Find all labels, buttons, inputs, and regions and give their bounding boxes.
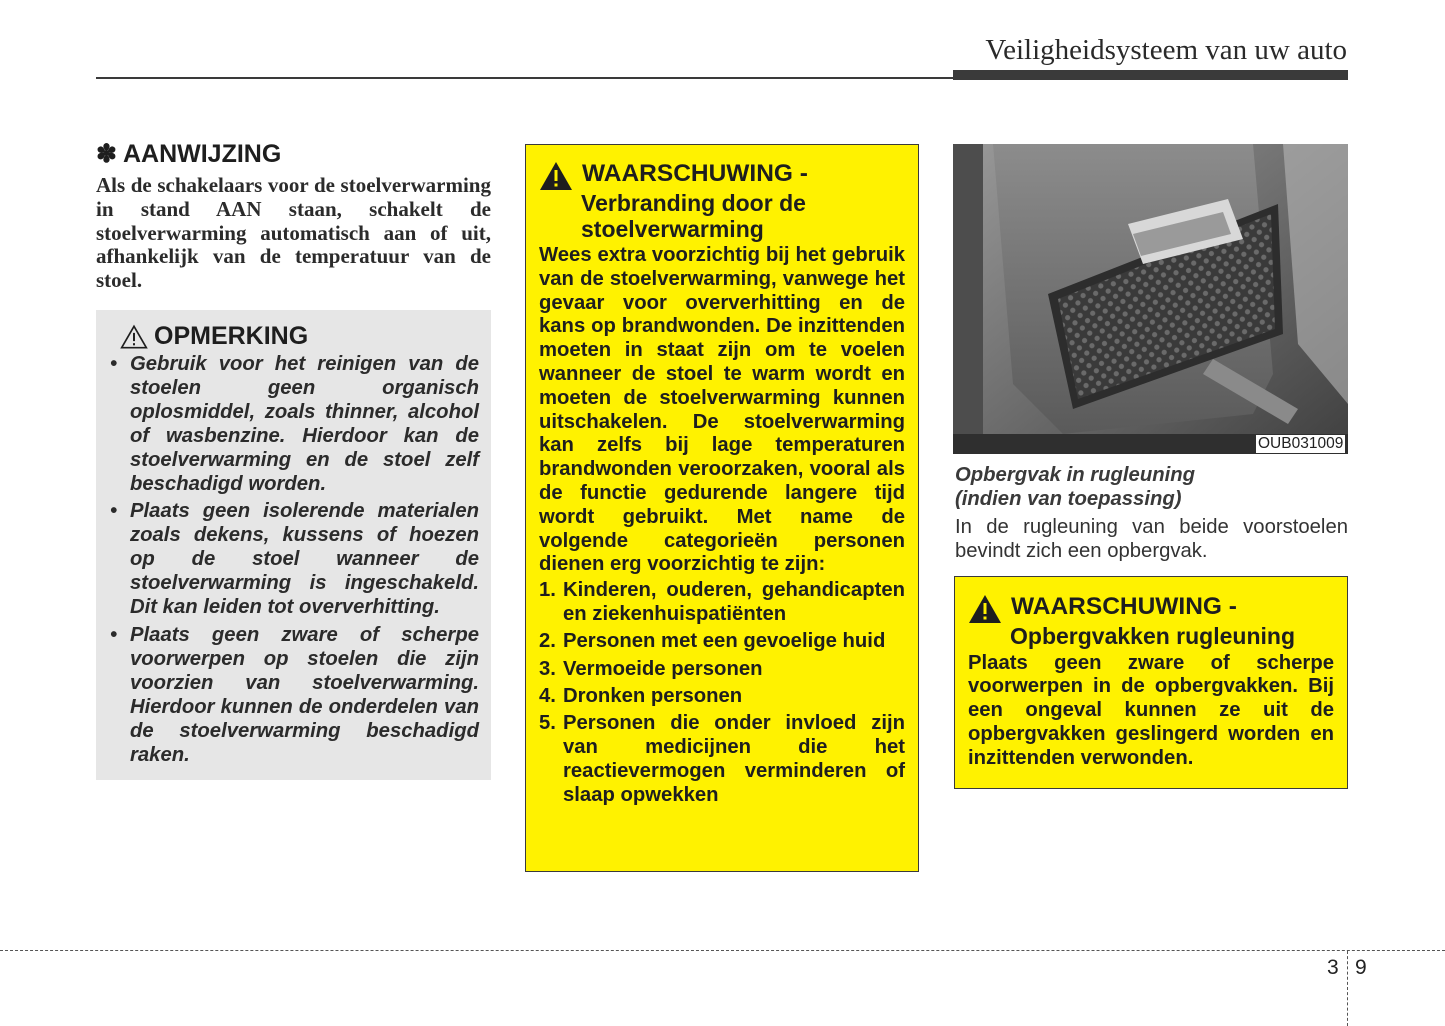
- chapter-number: 3: [1327, 956, 1339, 979]
- seatback-pocket-photo: [953, 144, 1348, 454]
- note-body: Als de schakelaars voor de stoelverwarming in stand AAN staan, schakelt de stoelverwarming automatisch aan of uit, afhankelijk van de temperatuur van de stoel.: [96, 173, 491, 293]
- warning-body: Wees extra voorzichtig bij het gebruik van de stoelverwarming, vanwege het gevaar voor oververhitting en de kans op brandwonden. De inzittenden moeten in staat zijn om te voelen wanneer de stoel te warm wordt en moeten de stoelverwarming kunnen uitschakelen. De stoelverwarming kan zelfs bij lage temperaturen brandwonden veroorzaken, vooral als de functie gedurende langere tijd wordt gebruikt. Met name de volgende categorieën personen dienen erg voorzichtig te zijn:: [539, 244, 905, 576]
- warning-subtitle: stoelverwarming: [581, 215, 764, 242]
- caution-list: [108, 353, 479, 767]
- caution-title: OPMERKING: [154, 322, 309, 350]
- caution-item: • Plaats geen isolerende materialen zoals dekens, kussens of hoezen op de stoel wanneer de stoelverwarming is ingeschakeld. Dit kan leiden tot oververhitting.: [108, 500, 479, 620]
- footer-rule: [0, 950, 1445, 951]
- figure-caption: Opbergvak in rugleuning (indien van toepassing): [955, 464, 1196, 510]
- caution-item: • Gebruik voor het reinigen van de stoelen geen organisch oplosmiddel, zoals thinner, alcohol of wasbenzine. Hierdoor kan de stoelverwarming en de stoel zelf beschadigd worden.: [108, 353, 479, 496]
- footer-divider: [1347, 951, 1348, 1026]
- warning-subtitle: Opbergvakken rugleuning: [1010, 623, 1295, 649]
- figure-code: OUB031009: [1258, 435, 1344, 452]
- caution-heading: [120, 322, 479, 351]
- caution-triangle-icon: [120, 324, 148, 350]
- warning-list-item: 5. Personen die onder invloed zijn van medicijnen die het reactievermogen verminderen of slaap opwekken: [539, 712, 905, 806]
- figure-description: In de rugleuning van beide voorstoelen bevindt zich een opbergvak.: [955, 516, 1348, 562]
- warning-triangle-icon: [968, 594, 1002, 624]
- warning-box-seatback-pocket: [954, 576, 1348, 789]
- note-block: [96, 140, 491, 293]
- header-rule: [96, 77, 1348, 79]
- warning-subtitle: Verbranding door de: [581, 190, 806, 216]
- warning-title: WAARSCHUWING -: [1011, 593, 1237, 620]
- caution-item: • Plaats geen zware of scherpe voorwerpen op stoelen die zijn voorzien van stoelverwarming. Hierdoor kunnen de onderdelen van de stoelverwarming beschadigd raken.: [108, 624, 479, 767]
- warning-heading: [539, 161, 905, 191]
- caution-box: [96, 310, 491, 780]
- note-title: ✽ AANWIJZING: [96, 140, 282, 168]
- warning-body: Plaats geen zware of scherpe voorwerpen in de opbergvakken. Bij een ongeval kunnen ze uit de opbergvakken geslingerd worden en inzittenden verwonden.: [968, 651, 1334, 769]
- warning-list-item: 3. Vermoeide personen: [539, 657, 763, 680]
- warning-triangle-icon: [539, 161, 573, 191]
- warning-heading: [968, 594, 1334, 624]
- warning-list-item: 2. Personen met een gevoelige huid: [539, 630, 886, 653]
- warning-list: [539, 579, 905, 807]
- section-title: Veiligheidsysteem van uw auto: [985, 34, 1347, 66]
- warning-title: WAARSCHUWING -: [582, 160, 808, 187]
- page-number: 9: [1355, 956, 1367, 979]
- warning-list-item: 4. Dronken personen: [539, 684, 743, 707]
- warning-list-item: 1. Kinderen, ouderen, gehandicapten en ziekenhuispatiënten: [539, 579, 905, 625]
- warning-box-seat-heating: [525, 144, 919, 872]
